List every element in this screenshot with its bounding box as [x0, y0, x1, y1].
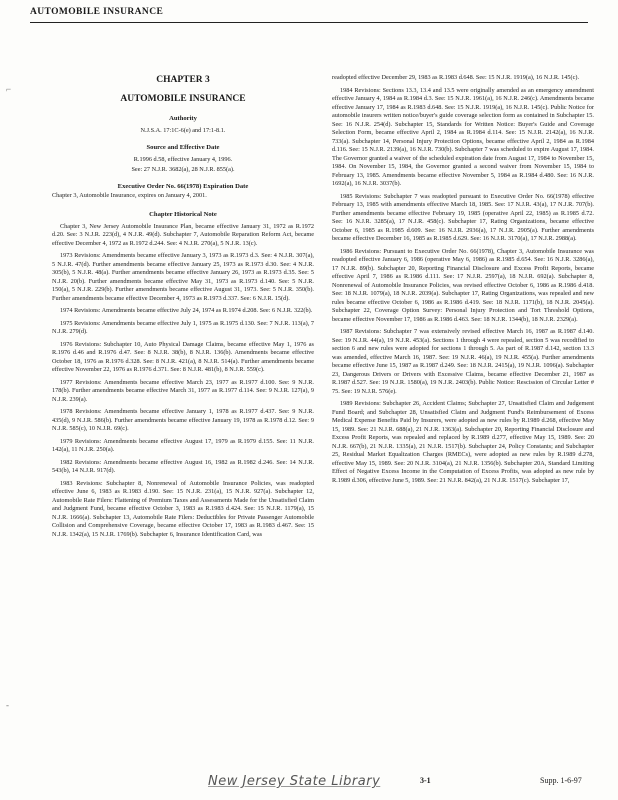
history-paragraph: 1986 Revisions: Pursuant to Executive Order No. 66(1978), Chapter 3, Automobile Insurance was readopted effective January 6, 1986 (operative May 6, 1986) as R.1985 d.654. See: 16 N.J.R. 3286(a), 17 N.J.R. 89(b). Subchapter 20, Reporting Financial Disclosure and Excess Profit Reports, became effective April 7, 1986 as R.1986 d.111. See: 17 N.J.R. 2597(a), 18 N.J.R. 692(a). Subchapter 8, Nonrenewal of Automobile Insurance Policies, was revised effective October 6, 1986 as R.1986 d.418. See: 18 N.J.R. 1079(a), 18 N.J.R. 2039(a). Subchapter 17, Rating Organizations, was repealed and new rules became effective October 6, 1986 as R.1986 d.419. See: 18 N.J.R. 1171(b), 18 N.J.R. 2045(a). Subchapter 22, Coverage Option Survey: Personal Injury Protection and Tort Threshold Options, became effective November 17, 1986 as R.1986 d.463. See: 18 N.J.R. 1344(b), 18 N.J.R. 2329(a). — [332, 247, 594, 323]
authority-text: N.J.S.A. 17:1C-6(e) and 17:1-8.1. — [140, 126, 226, 134]
history-paragraph: 1982 Revisions: Amendments became effective August 16, 1982 as R.1982 d.246. See: 14 N.J.R. 543(b), 14 N.J.R. 917(d). — [52, 458, 314, 475]
history-paragraph: 1973 Revisions: Amendments became effective January 3, 1973 as R.1973 d.3. See: 4 N.J.R. 307(a), 5 N.J.R. 47(d). Further amendments became effective January 25, 1973 as R.1973 d.30. See: 4 N.J.R. 305(b), 5 N.J.R. 48(a). Further amendments became effective January 26, 1973 as R.1973 d.35. See: 5 N.J.R. 20(b). Further amendments became effective May 31, 1973 as R.1973 d.140. See: 5 N.J.R. 150(a), 5 N.J.R. 229(b). Further amendments became effective August 31, 1973. See: 5 N.J.R. 350(b). Further amendments became effective December 4, 1973 as R.1973 d.337. See: 6 N.J.R. 15(d). — [52, 252, 314, 302]
history-paragraph: 1983 Revisions: Subchapter 8, Nonrenewal of Automobile Insurance Policies, was readopted effective June 6, 1983 as R.1983 d.190. See: 15 N.J.R. 231(a), 15 N.J.R. 927(a). Subchapter 12, Automobile Rate Filers: Flattening of Premium Taxes and Assessments Made for the Unsatisfied Claim and Judgment Fund, became effective October 3, 1983 as R.1983 d.424. See: 15 N.J.R. 1179(a), 15 N.J.R. 1666(a). Subchapter 13, Automobile Rate Filers: Deductibles for Private Passenger Automobile Collision and Comprehensive Coverage, became effective October 17, 1983 as R.1983 d.467. See: 15 N.J.R. 1342(a), 15 N.J.R. 1769(b). Subchapter 6, Insurance Identification Card, was — [52, 479, 314, 538]
right-column — [332, 74, 594, 489]
source-line: R.1996 d.58, effective January 4, 1996. — [133, 156, 233, 164]
history-paragraph: 1975 Revisions: Amendments became effective July 1, 1975 as R.1975 d.130. See: 7 N.J.R. 113(a), 7 N.J.R. 279(d). — [52, 319, 314, 336]
chapter-name: AUTOMOBILE INSURANCE — [120, 93, 246, 104]
history-paragraph: 1976 Revisions: Subchapter 10, Auto Physical Damage Claims, became effective May 1, 1976 as R.1976 d.46 and R.1976 d.47. See: 8 N.J.R. 38(b), 8 N.J.R. 136(b). Amendments became effective October 18, 1976 as R.1976 d.328. See: 8 N.J.R. 421(a), 8 N.J.R. 514(a). Further amendments became effective November 22, 1976 as R.1976 d.371. See: 8 N.J.R. 481(b), 8 N.J.R. 559(c). — [52, 340, 314, 374]
left-column — [52, 74, 314, 543]
running-title: AUTOMOBILE INSURANCE — [30, 7, 164, 17]
margin-mark: ⌐ — [6, 84, 12, 94]
history-heading: Chapter Historical Note — [149, 210, 217, 218]
history-paragraph: 1987 Revisions: Subchapter 7 was extensively revised effective March 16, 1987 as R.1987 d.140. See: 19 N.J.R. 44(a), 19 N.J.R. 453(a). Sections 1 through 4 were repealed, section 5 was recodified to section 6 and new rules were adopted for sections 1 through 5. As part of R.1987 d.142, section 13.3 was amended, effective March 16, 1987. See: 19 N.J.R. 46(a), 19 N.J.R. 455(a). Further amendments became effective June 15, 1987 as R.1987 d.249. See: 18 N.J.R. 2415(a), 19 N.J.R. 1096(a). Subchapter 23, Dangerous Drivers or Drivers with Excessive Claims, became effective December 21, 1987 as R.1987 d.527. See: 19 N.J.R. 1580(a), 19 N.J.R. 2403(b). Public Notice: Rescission of Circular Letter # 75. See: 19 N.J.R. 576(e). — [332, 328, 594, 395]
history-paragraph: Chapter 3, New Jersey Automobile Insurance Plan, became effective January 31, 1972 as R.1972 d.20. See: 3 N.J.R. 223(d), 4 N.J.R. 49(d). Subchapter 7, Automobile Reparation Reform Act, became effective December 4, 1972 as R.1972 d.244. See: 4 N.J.R. 270(a), 5 N.J.R. 13(c). — [52, 222, 314, 247]
history-paragraph: readopted effective December 29, 1983 as R.1983 d.648. See: 15 N.J.R. 1919(a), 16 N.J.R. 145(c). — [332, 74, 580, 81]
history-paragraph: 1989 Revisions: Subchapter 26, Accident Claims; Subchapter 27, Unsatisfied Claim and Judgement Fund Board; and Subchapter 28, Unsatisfied Claim and Judgment Fund's Reimbursement of Excess Medical Expense Benefits Paid by Insurers, were adopted as new rules by R.1989 d.268, effective May 15, 1989. See: 21 N.J.R. 688(a), 21 N.J.R. 1363(a). Subchapter 20, Reporting Financial Disclosure and Excess Profit Reports, was repealed and replaced by R.1989 d.277, effective May 15, 1989. See: 20 N.J.R. 667(b), 21 N.J.R. 1335(a), 21 N.J.R. 1517(b). Subchapter 24, Policy Constants; and Subchapter 25, Residual Market Equalization Charges (RMECs), were adopted as new rules by R.1989 d.278, effective May 15, 1989. See: 20 N.J.R. 3104(a), 21 N.J.R. 1356(b). Subchapter 20A, Standard Limiting Effect of Negative Excess Income in the Computation of Excess Profits, was adopted as new rule by R.1989 d.306, effective June 5, 1989. See: 21 N.J.R. 842(a), 21 N.J.R. 1517(c). Subchapter 17, — [332, 400, 594, 484]
library-stamp: New Jersey State Library — [208, 774, 381, 789]
source-line: See: 27 N.J.R. 3682(a), 28 N.J.R. 855(a). — [131, 165, 235, 173]
supplement-date: Supp. 1-6-97 — [540, 776, 582, 785]
chapter-number: CHAPTER 3 — [156, 75, 210, 85]
history-paragraph: 1985 Revisions: Subchapter 7 was readopted pursuant to Executive Order No. 66(1978) effective February 13, 1985 with amendments effective March 18, 1985. See: 17 N.J.R. 43(a), 17 N.J.R. 707(b). Further amendments became effective February 19, 1985 (operative April 22, 1985) as R.1985 d.72. See: 16 N.J.R. 3285(a), 17 N.J.R. 458(c). Subchapter 17, Rating Organizations, became effective October 6, 1985 as R.1985 d.609. See: 16 N.J.R. 2936(a), 17 N.J.R. 2905(a). Further amendments became effective December 16, 1985 as R.1985 d.629. See: 16 N.J.R. 3170(a), 17 N.J.R. 2988(a). — [332, 192, 594, 242]
history-paragraph: 1979 Revisions: Amendments became effective August 17, 1979 as R.1979 d.155. See: 11 N.J.R. 142(a), 11 N.J.R. 250(a). — [52, 437, 314, 454]
history-paragraph: 1977 Revisions: Amendments became effective March 23, 1977 as R.1977 d.100. See: 9 N.J.R. 178(b). Further amendments became effective March 31, 1977 as R.1977 d.114. See: 9 N.J.R. 127(a), 9 N.J.R. 239(a). — [52, 378, 314, 403]
page-number: 3-1 — [420, 776, 431, 785]
exec-order-heading: Executive Order No. 66(1978) Expiration Date — [117, 183, 249, 191]
header-rule — [30, 22, 588, 23]
margin-mark: ‐ — [6, 700, 9, 710]
history-paragraph: 1984 Revisions: Sections 13.3, 13.4 and 13.5 were originally amended as an emergency amendment effective January 4, 1984 as R.1984 d.3. See: 15 N.J.R. 1961(a), 16 N.J.R. 246(c). Amendments became effective January 17, 1984 as R.1983 d.648. See: 15 N.J.R. 1919(a), 16 N.J.R. 145(c). Public Notice for automobile insurers written notice/buyer's guide coverage selection form as contained in Subchapter 15. See: 16 N.J.R. 254(d). Subchapter 15, Standards for Written Notice: Buyer's Guide and Coverage Selection Form, became effective April 2, 1984 as R.1984 d.114. See: 15 N.J.R. 2142(a), 16 N.J.R. 733(a). Subchapter 14, Personal Injury Protection Options, became effective April 2, 1984 as R.1984 d.116. See: 15 N.J.R. 2139(a), 16 N.J.R. 730(b). Subchapter 7 was scheduled to expire August 17, 1984. The Governor granted a waiver of the scheduled expiration date from August 17, 1984 to November 15, 1984. On November 15, 1984, the Governor granted a second waiver from November 15, 1984 to February 13, 1985. Amendments became effective November 5, 1984 as R.1984 d.480. See: 16 N.J.R. 1692(a), 16 N.J.R. 3037(b). — [332, 86, 594, 187]
history-paragraph: 1978 Revisions: Amendments became effective January 1, 1978 as R.1977 d.437. See: 9 N.J.R. 435(d), 9 N.J.R. 586(b). Further amendments became effective January 19, 1978 as R.1978 d.12. See: 9 N.J.R. 585(c), 10 N.J.R. 69(c). — [52, 408, 314, 433]
exec-order-text: Chapter 3, Automobile Insurance, expires on January 4, 2001. — [52, 192, 207, 200]
source-heading: Source and Effective Date — [146, 144, 220, 152]
history-paragraph: 1974 Revisions: Amendments became effective July 24, 1974 as R.1974 d.208. See: 6 N.J.R. 322(b). — [60, 307, 313, 315]
authority-heading: Authority — [169, 114, 197, 122]
